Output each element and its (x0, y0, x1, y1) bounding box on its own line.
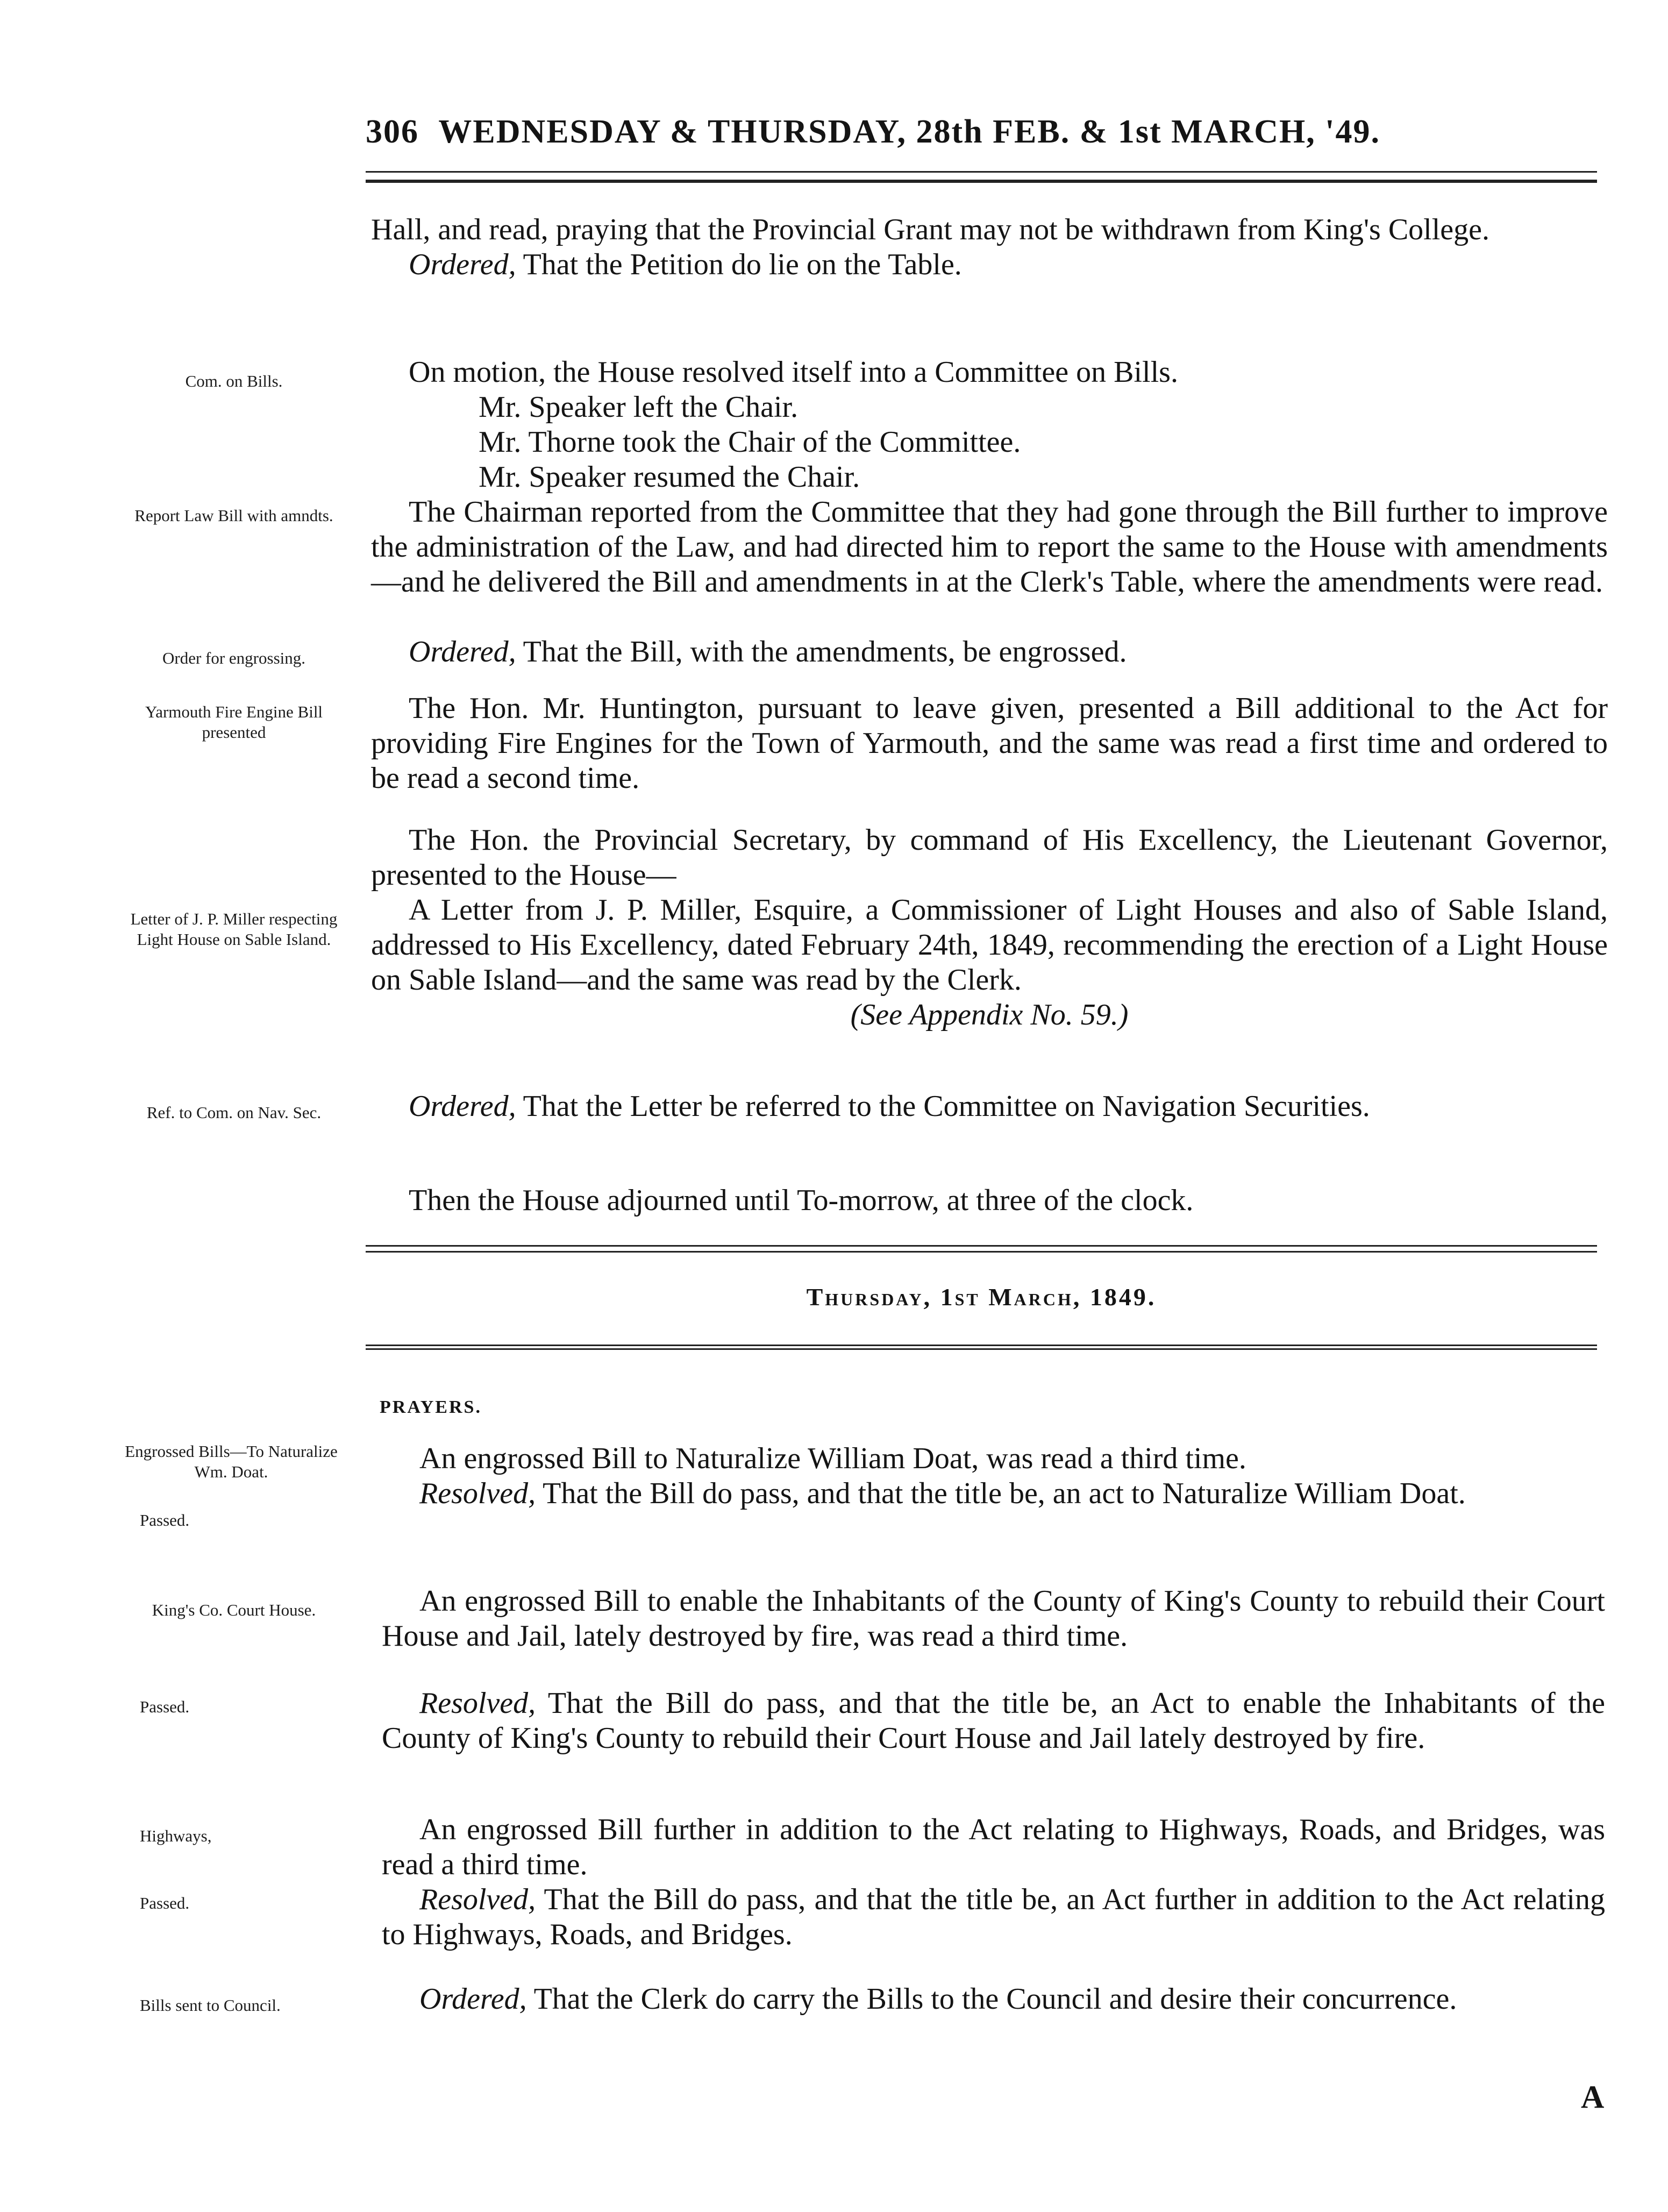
petition-text: Hall, and read, praying that the Provincial Grant may not be withdrawn from King's College. (371, 213, 1490, 246)
bills-sent-order (382, 1982, 1605, 2017)
margin-note-ref: Ref. to Com. on Nav. Sec. (146, 1103, 322, 1122)
margin-note-passed-1: Passed. (140, 1511, 190, 1530)
ordered-label: Ordered, (409, 248, 516, 281)
paragraph-petition (371, 212, 1608, 282)
date-heading: Thursday, 1st March, 1849. (806, 1283, 1157, 1311)
ordered-label: Ordered, (409, 635, 516, 668)
secretary-text: The Hon. the Provincial Secretary, by command of His Excellency, the Lieutenant Governor, presented to the House— (371, 823, 1608, 892)
paragraph-kings (382, 1584, 1605, 1654)
thorne-chair: Mr. Thorne took the Chair of the Committee. (479, 425, 1021, 459)
ordered-lie-on-table (371, 247, 1608, 282)
margin-note-com-bills: Com. on Bills. (185, 372, 283, 390)
section-divider (366, 1245, 1597, 1253)
naturalize-text: An engrossed Bill to Naturalize William Doat, was read a third time. (419, 1442, 1246, 1475)
letter-text: A Letter from J. P. Miller, Esquire, a Commissioner of Light Houses and also of Sable Island, addressed to His Excellency, dated February 24th, 1849, recommending the erection of a Light House on Sable Island—and the same was read by the Clerk. (371, 893, 1608, 997)
resolved-label: Resolved, (419, 1883, 536, 1916)
yarmouth-text: The Hon. Mr. Huntington, pursuant to leave given, presented a Bill additional to the Act for providing Fire Engines for the Town of Yarmouth, and the same was read a first time and ordered to be read a second time. (371, 692, 1608, 795)
paragraph-kings-resolved (382, 1686, 1605, 1756)
engrossed-order (371, 635, 1608, 670)
paragraph-committee (371, 355, 1608, 495)
paragraph-secretary (371, 823, 1608, 893)
page-header (366, 113, 1602, 151)
paragraph-engrossed (371, 635, 1608, 670)
ordered-label: Ordered, (409, 1090, 516, 1123)
ordered-text: That the Bill, with the amendments, be engrossed. (516, 635, 1127, 668)
margin-note-engrossing: Order for engrossing. (162, 649, 305, 667)
paragraph-naturalize (382, 1441, 1605, 1511)
ordered-label: Ordered, (419, 1982, 527, 2016)
margin-note-report: Report Law Bill with amndts. (134, 506, 333, 525)
paragraph-ref (371, 1089, 1608, 1124)
report-text: The Chairman reported from the Committee that they had gone through the Bill further to improve the administration of the Law, and had directed him to report the same to the House with amendments—and he delivered the Bill and amendments in at the Clerk's Table, where the amendments were read. (371, 495, 1608, 599)
appendix-reference: (See Appendix No. 59.) (850, 998, 1129, 1032)
ordered-text: That the Petition do lie on the Table. (516, 248, 962, 281)
resolved-text: That the Bill do pass, and that the title be, an Act further in addition to the Act relating to Highways, Roads, and Bridges. (382, 1883, 1605, 1951)
margin-note-passed-3: Passed. (140, 1894, 190, 1912)
speaker-left: Mr. Speaker left the Chair. (479, 390, 799, 424)
kings-text: An engrossed Bill to enable the Inhabitants of the County of King's County to rebuild their Court House and Jail, lately destroyed by fire, was read a third time. (382, 1584, 1605, 1653)
margin-note-bills-sent: Bills sent to Council. (140, 1996, 281, 2015)
header-title: WEDNESDAY & THURSDAY, 28th FEB. & 1st MARCH, '49. (438, 113, 1380, 150)
margin-note-engrossed: Engrossed Bills—To Naturalize Wm. Doat. (125, 1442, 338, 1481)
prayers-label: PRAYERS. (380, 1397, 482, 1417)
adjourned-text: Then the House adjourned until To-morrow, at three of the clock. (409, 1184, 1194, 1217)
paragraph-report (371, 495, 1608, 600)
paragraph-adjourned (371, 1183, 1608, 1218)
resolved-text: That the Bill do pass, and that the title be, an Act to enable the Inhabitants of the County of King's County to rebuild their Court House and Jail lately destroyed by fire. (382, 1687, 1605, 1755)
highways-resolved (382, 1882, 1605, 1952)
ordered-text: That the Clerk do carry the Bills to the Council and desire their concurrence. (526, 1982, 1457, 2016)
resolved-label: Resolved, (419, 1687, 536, 1720)
naturalize-resolved (382, 1476, 1605, 1511)
paragraph-bills-sent (382, 1982, 1605, 2017)
margin-note-yarmouth: Yarmouth Fire Engine Bill presented (145, 702, 323, 742)
header-rule (366, 171, 1597, 183)
margin-note-highways: Highways, (140, 1826, 212, 1845)
catchword: A (1581, 2079, 1605, 2115)
ordered-text: That the Letter be referred to the Committee on Navigation Securities. (516, 1090, 1370, 1123)
committee-motion: On motion, the House resolved itself into a Committee on Bills. (409, 355, 1178, 389)
margin-note-kings: King's Co. Court House. (152, 1601, 316, 1619)
resolved-label: Resolved, (419, 1477, 536, 1510)
paragraph-highways (382, 1812, 1605, 1882)
paragraph-letter (371, 893, 1608, 1033)
highways-text: An engrossed Bill further in addition to the Act relating to Highways, Roads, and Bridges, was read a third time. (382, 1813, 1605, 1881)
heading-rule (366, 1345, 1597, 1350)
margin-note-letter: Letter of J. P. Miller respecting Light House on Sable Island. (130, 909, 338, 949)
page-number: 306 (366, 113, 419, 150)
resolved-text: That the Bill do pass, and that the title be, an act to Naturalize William Doat. (536, 1477, 1466, 1510)
ref-order (371, 1089, 1608, 1124)
kings-resolved (382, 1686, 1605, 1756)
paragraph-yarmouth (371, 691, 1608, 796)
margin-note-passed-2: Passed. (140, 1697, 190, 1716)
speaker-resumed: Mr. Speaker resumed the Chair. (479, 460, 860, 494)
paragraph-highways-resolved (382, 1882, 1605, 1952)
